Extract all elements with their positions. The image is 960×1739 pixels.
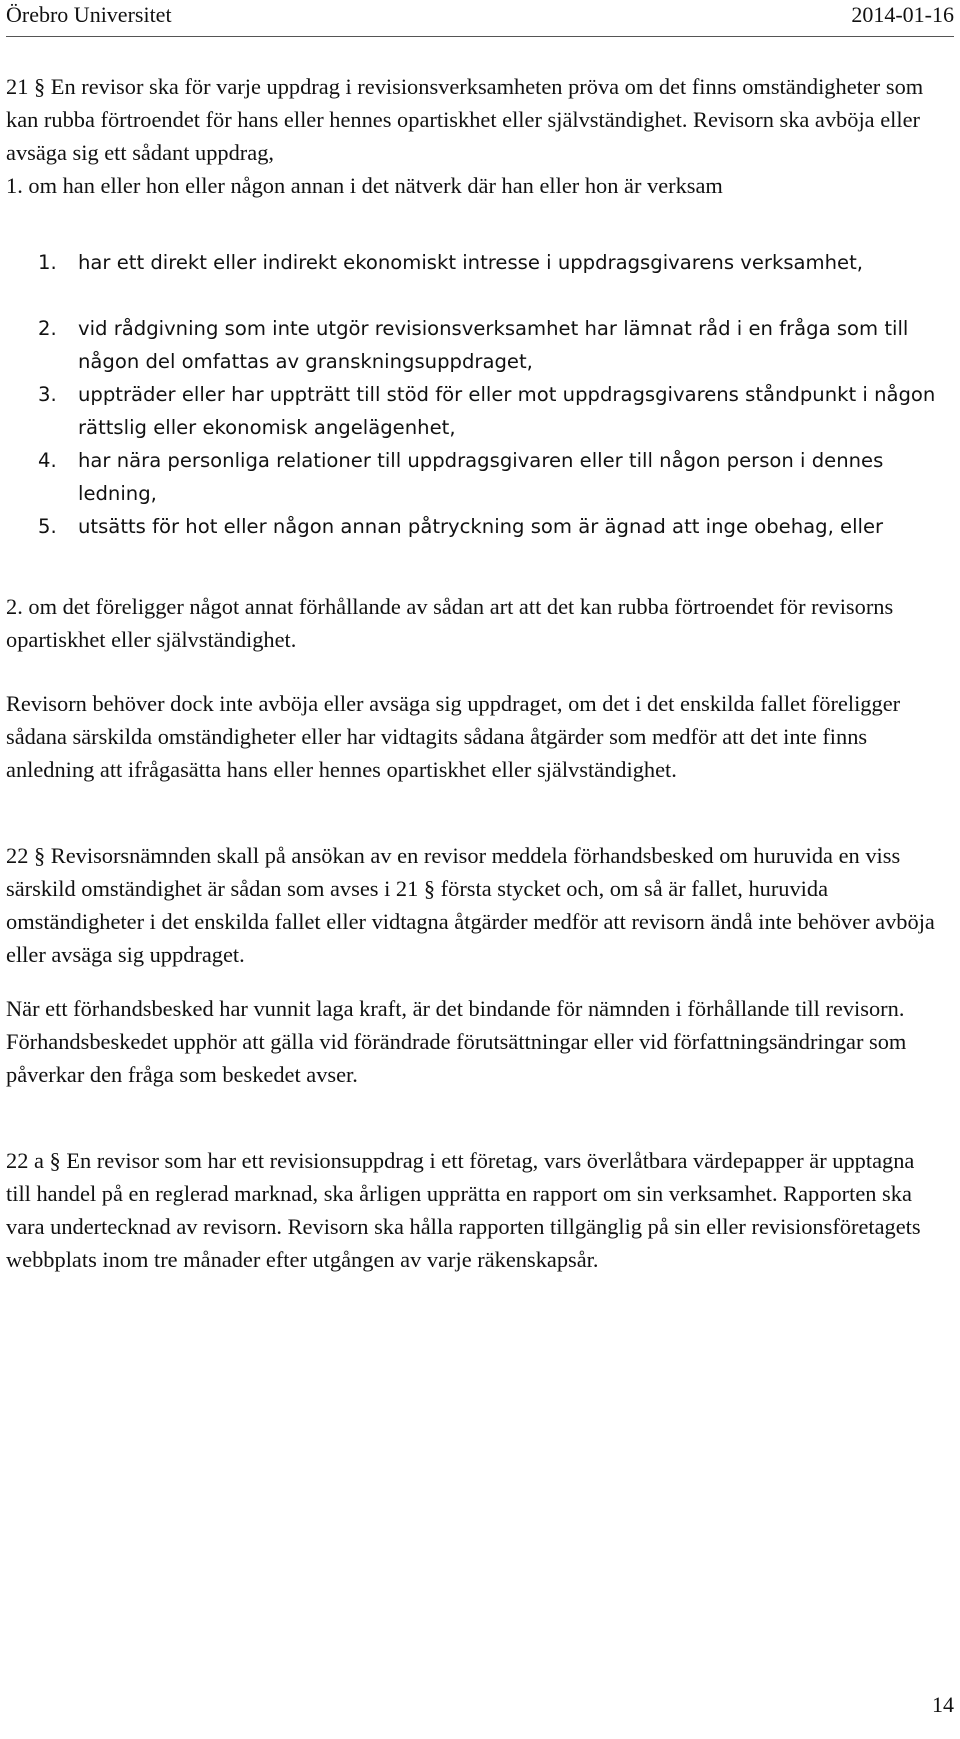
section-21-point-2: 2. om det föreligger något annat förhållande av sådan art att det kan rubba förtroendet för revisorns opartiskhet eller självständighet. bbox=[6, 594, 894, 652]
sublist-text: har nära personliga relationer till uppdragsgivaren eller till någon person i dennes ledning, bbox=[78, 449, 884, 505]
sublist-number: 4. bbox=[38, 449, 57, 472]
sublist-number: 3. bbox=[38, 383, 57, 406]
section-22a-paragraph: 22 a § En revisor som har ett revisionsuppdrag i ett företag, vars överlåtbara värdepapper är upptagna till handel på en reglerad marknad, ska årligen upprätta en rapport om sin verksamhet. Rapporten ska vara undertecknad av revisorn. Revisorn ska hålla rapporten tillgänglig på sin eller revisionsföretagets webbplats inom tre månader efter utgången av varje räkenskapsår. bbox=[6, 1148, 921, 1272]
sublist-number: 2. bbox=[38, 317, 57, 340]
header-institution: Örebro Universitet bbox=[6, 2, 172, 27]
sublist-text: har ett direkt eller indirekt ekonomiskt intresse i uppdragsgivarens verksamhet, bbox=[78, 251, 864, 274]
header-date: 2014-01-16 bbox=[851, 2, 954, 27]
section-21-second-paragraph: Revisorn behöver dock inte avböja eller avsäga sig uppdraget, om det i det enskilda fallet föreligger sådana särskilda omständigheter eller har vidtagits sådana åtgärder som medför att det inte finns anledning att ifrågasätta hans eller hennes opartiskhet eller självständighet. bbox=[6, 691, 901, 782]
sublist-number: 1. bbox=[38, 251, 57, 274]
section-22-second-paragraph: När ett förhandsbesked har vunnit laga kraft, är det bindande för nämnden i förhållande till revisorn. Förhandsbeskedet upphör att gälla vid förändrade förutsättningar eller vid författningsändringar som påverkar den fråga som beskedet avser. bbox=[6, 996, 907, 1087]
sublist-number: 5. bbox=[38, 515, 57, 538]
sublist-text: uppträder eller har uppträtt till stöd för eller mot uppdragsgivarens ståndpunkt i någon rättslig eller ekonomisk angelägenhet, bbox=[78, 383, 936, 439]
section-21-intro: 21 § En revisor ska för varje uppdrag i revisionsverksamheten pröva om det finns omständigheter som kan rubba förtroendet för hans eller hennes opartiskhet eller självständighet. Revisorn ska avböja eller avsäga sig ett sådant uppdrag, bbox=[6, 74, 924, 165]
sublist-text: utsätts för hot eller någon annan påtryckning som är ägnad att inge obehag, eller bbox=[78, 515, 884, 538]
sublist-text: vid rådgivning som inte utgör revisionsverksamhet har lämnat råd i en fråga som till någon del omfattas av granskningsuppdraget, bbox=[78, 317, 909, 373]
section-21-point-1: 1. om han eller hon eller någon annan i det nätverk där han eller hon är verksam bbox=[6, 173, 723, 198]
page-number: 14 bbox=[932, 1692, 954, 1717]
page-header bbox=[6, 0, 954, 40]
section-22-first-paragraph: 22 § Revisorsnämnden skall på ansökan av en revisor meddela förhandsbesked om huruvida en viss särskild omständighet är sådan som avses i 21 § första stycket och, om så är fallet, huruvida omständigheter i det enskilda fallet eller vidtagna åtgärder medför att revisorn ändå inte behöver avböja eller avsäga sig uppdraget. bbox=[6, 843, 935, 967]
header-divider bbox=[6, 36, 954, 37]
